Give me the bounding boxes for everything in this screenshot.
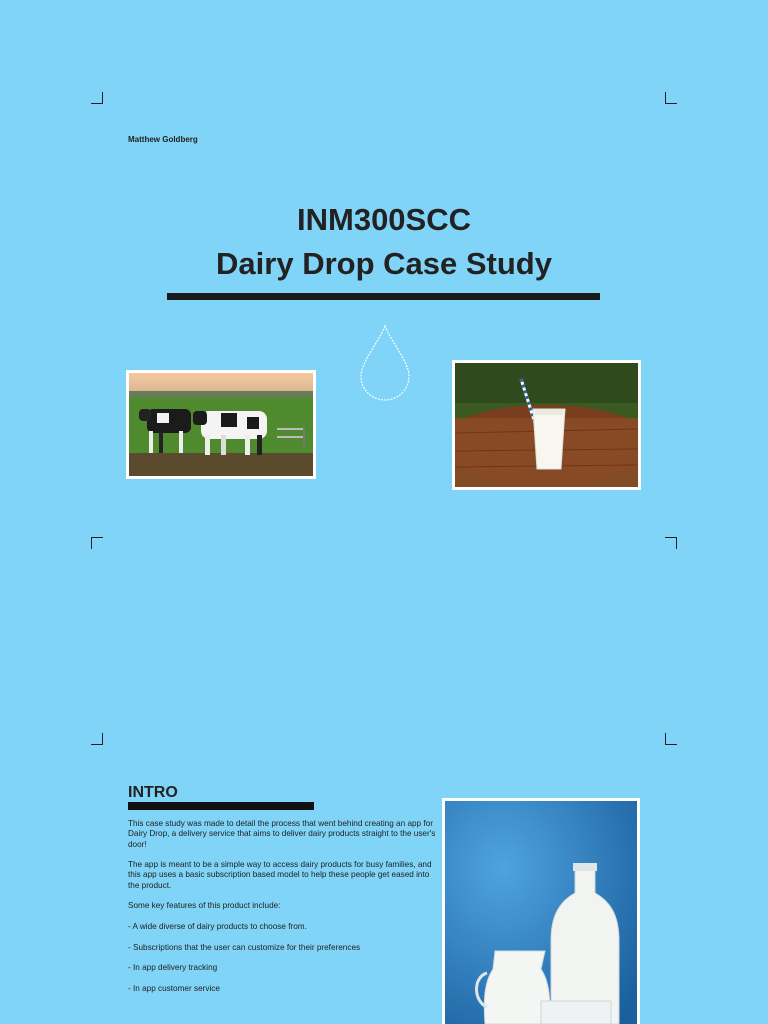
crop-mark-lower-left — [91, 733, 103, 745]
intro-divider — [128, 802, 314, 810]
author-name: Matthew Goldberg — [128, 135, 198, 144]
crop-mark-top-left — [91, 92, 103, 104]
crop-mark-mid-right — [665, 537, 677, 549]
page-title-course-code: INM300SCC — [297, 202, 471, 237]
intro-heading: INTRO — [128, 784, 178, 801]
intro-paragraph: Some key features of this product include: — [128, 901, 281, 911]
milk-glass-photo — [452, 360, 641, 490]
page-title: Dairy Drop Case Study — [216, 246, 552, 281]
feature-item: - Subscriptions that the user can customize for their preferences — [128, 942, 361, 952]
feature-item: - In app customer service — [128, 983, 220, 993]
intro-paragraph: The app is meant to be a simple way to access dairy products for busy families, and this app uses a basic subscription based model to help these people get eased into the product. — [128, 860, 432, 890]
crop-mark-lower-right — [665, 733, 677, 745]
intro-paragraph: This case study was made to detail the process that went behind creating an app for Dairy Drop, a delivery service that aims to deliver dairy products straight to the user's door! — [128, 819, 436, 849]
intro-body — [128, 819, 440, 1004]
feature-item: - In app delivery tracking — [128, 963, 218, 973]
milk-drop-icon — [358, 324, 412, 402]
milk-bottles-photo — [442, 798, 640, 1024]
title-divider — [167, 293, 600, 300]
feature-item: - A wide diverse of dairy products to choose from. — [128, 921, 307, 931]
crop-mark-mid-left — [91, 537, 103, 549]
cows-photo — [126, 370, 316, 479]
crop-mark-top-right — [665, 92, 677, 104]
